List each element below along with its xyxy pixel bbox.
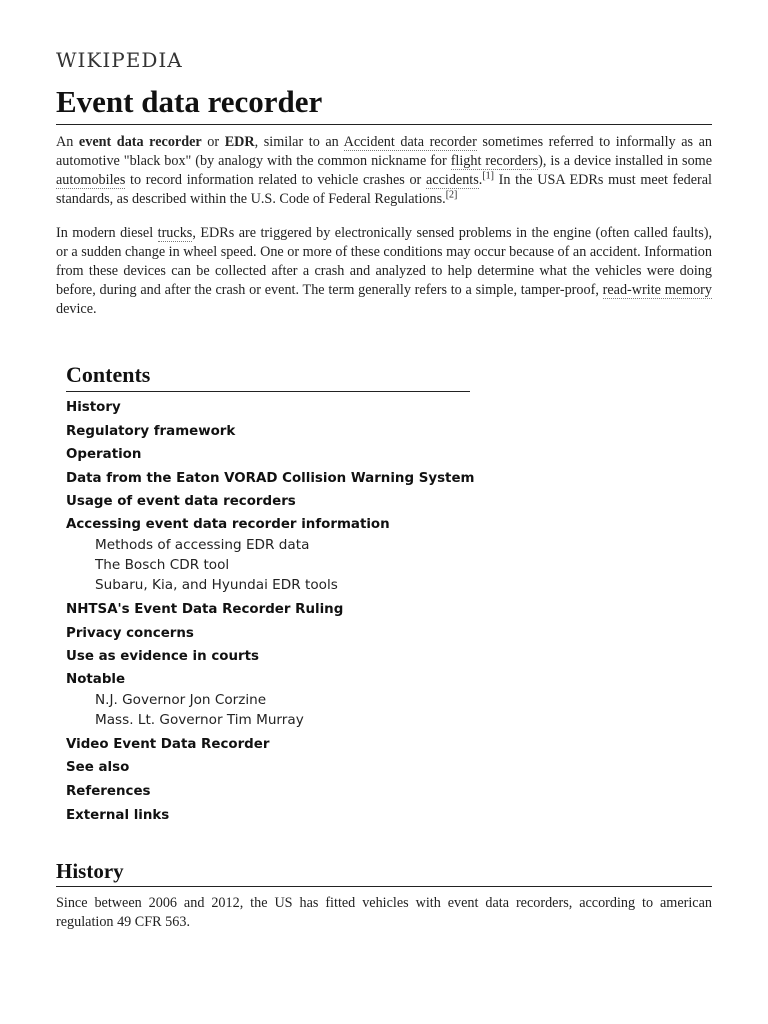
- intro-text: An: [56, 134, 79, 150]
- toc-subitem-methods[interactable]: Methods of accessing EDR data: [95, 536, 310, 553]
- intro-text: sometimes referred to informally as an automotive "black box" (by analogy with the common nickname for: [56, 134, 713, 169]
- toc-item-regulatory-framework[interactable]: Regulatory framework: [66, 423, 236, 439]
- toc-item-external-links[interactable]: External links: [66, 807, 170, 823]
- toc-item-evidence-courts[interactable]: Use as evidence in courts: [66, 649, 259, 665]
- toc-item-eaton-vorad[interactable]: Data from the Eaton VORAD Collision Warning System: [66, 470, 475, 486]
- toc-item-nhtsa-ruling[interactable]: NHTSA's Event Data Recorder Ruling: [66, 601, 344, 617]
- term-edr: EDR: [224, 134, 255, 150]
- intro-text: In the USA EDRs must meet federal standards, as described within the U.S. Code of Federal Regulations.: [56, 172, 712, 207]
- toc-item-video-edr[interactable]: Video Event Data Recorder: [66, 736, 270, 752]
- link-read-write-memory[interactable]: read-write memory: [602, 282, 712, 298]
- toc-subitem-subaru-kia-hyundai[interactable]: Subaru, Kia, and Hyundai EDR tools: [95, 576, 338, 593]
- toc-subitem-murray[interactable]: Mass. Lt. Governor Tim Murray: [95, 711, 304, 728]
- link-automobiles[interactable]: automobiles: [56, 172, 126, 188]
- toc-title: Contents: [66, 362, 470, 392]
- link-accident-data-recorder[interactable]: Accident data recorder: [343, 134, 477, 150]
- intro-text: or: [201, 134, 225, 150]
- history-paragraph: Since between 2006 and 2012, the US has fitted vehicles with event data recorders, according to american regulation 49 CFR 563.: [56, 895, 712, 930]
- section-heading-history: History: [56, 859, 712, 887]
- link-accidents[interactable]: accidents: [425, 172, 479, 188]
- toc-item-operation[interactable]: Operation: [66, 447, 142, 463]
- toc-item-accessing[interactable]: Accessing event data recorder information: [66, 516, 390, 532]
- page-title: Event data recorder: [56, 84, 712, 125]
- link-trucks[interactable]: trucks: [157, 225, 193, 241]
- para-text: device.: [56, 301, 97, 317]
- link-flight-recorders[interactable]: flight recorders: [450, 153, 539, 169]
- intro-text: to record information related to vehicle crashes or: [125, 172, 426, 188]
- reference-2[interactable]: [2]: [445, 189, 458, 201]
- intro-text: .: [478, 172, 483, 188]
- toc-subitem-bosch-cdr[interactable]: The Bosch CDR tool: [95, 556, 230, 573]
- reference-1[interactable]: [1]: [482, 170, 494, 182]
- toc-item-notable[interactable]: Notable: [66, 671, 126, 687]
- intro-paragraph: [56, 133, 712, 209]
- toc-item-usage[interactable]: Usage of event data recorders: [66, 494, 296, 510]
- toc-item-privacy[interactable]: Privacy concerns: [66, 625, 194, 641]
- intro-text: ), is a device installed in some: [538, 153, 712, 169]
- wikipedia-logo[interactable]: WIKIPEDIA: [56, 48, 183, 72]
- para-text: , EDRs are triggered by electronically sensed problems in the engine (often called faults), or a sudden change in wheel speed. One or more of these conditions may occur because of an accident. Information from these devices can be collected after a crash and analyzed to help determine what the vehicles were doing before, during and after the crash or event. The term generally refers to a simple, tamper-proof,: [56, 225, 712, 298]
- toc-item-history[interactable]: History: [66, 400, 121, 415]
- intro-text: , similar to an: [254, 134, 344, 150]
- term-event-data-recorder: event data recorder: [78, 134, 202, 150]
- table-of-contents: [66, 362, 475, 827]
- toc-item-references[interactable]: References: [66, 783, 151, 799]
- toc-item-see-also[interactable]: See also: [66, 760, 130, 776]
- second-paragraph: [56, 224, 712, 319]
- para-text: In modern diesel: [56, 225, 158, 241]
- toc-subitem-corzine[interactable]: N.J. Governor Jon Corzine: [95, 691, 267, 708]
